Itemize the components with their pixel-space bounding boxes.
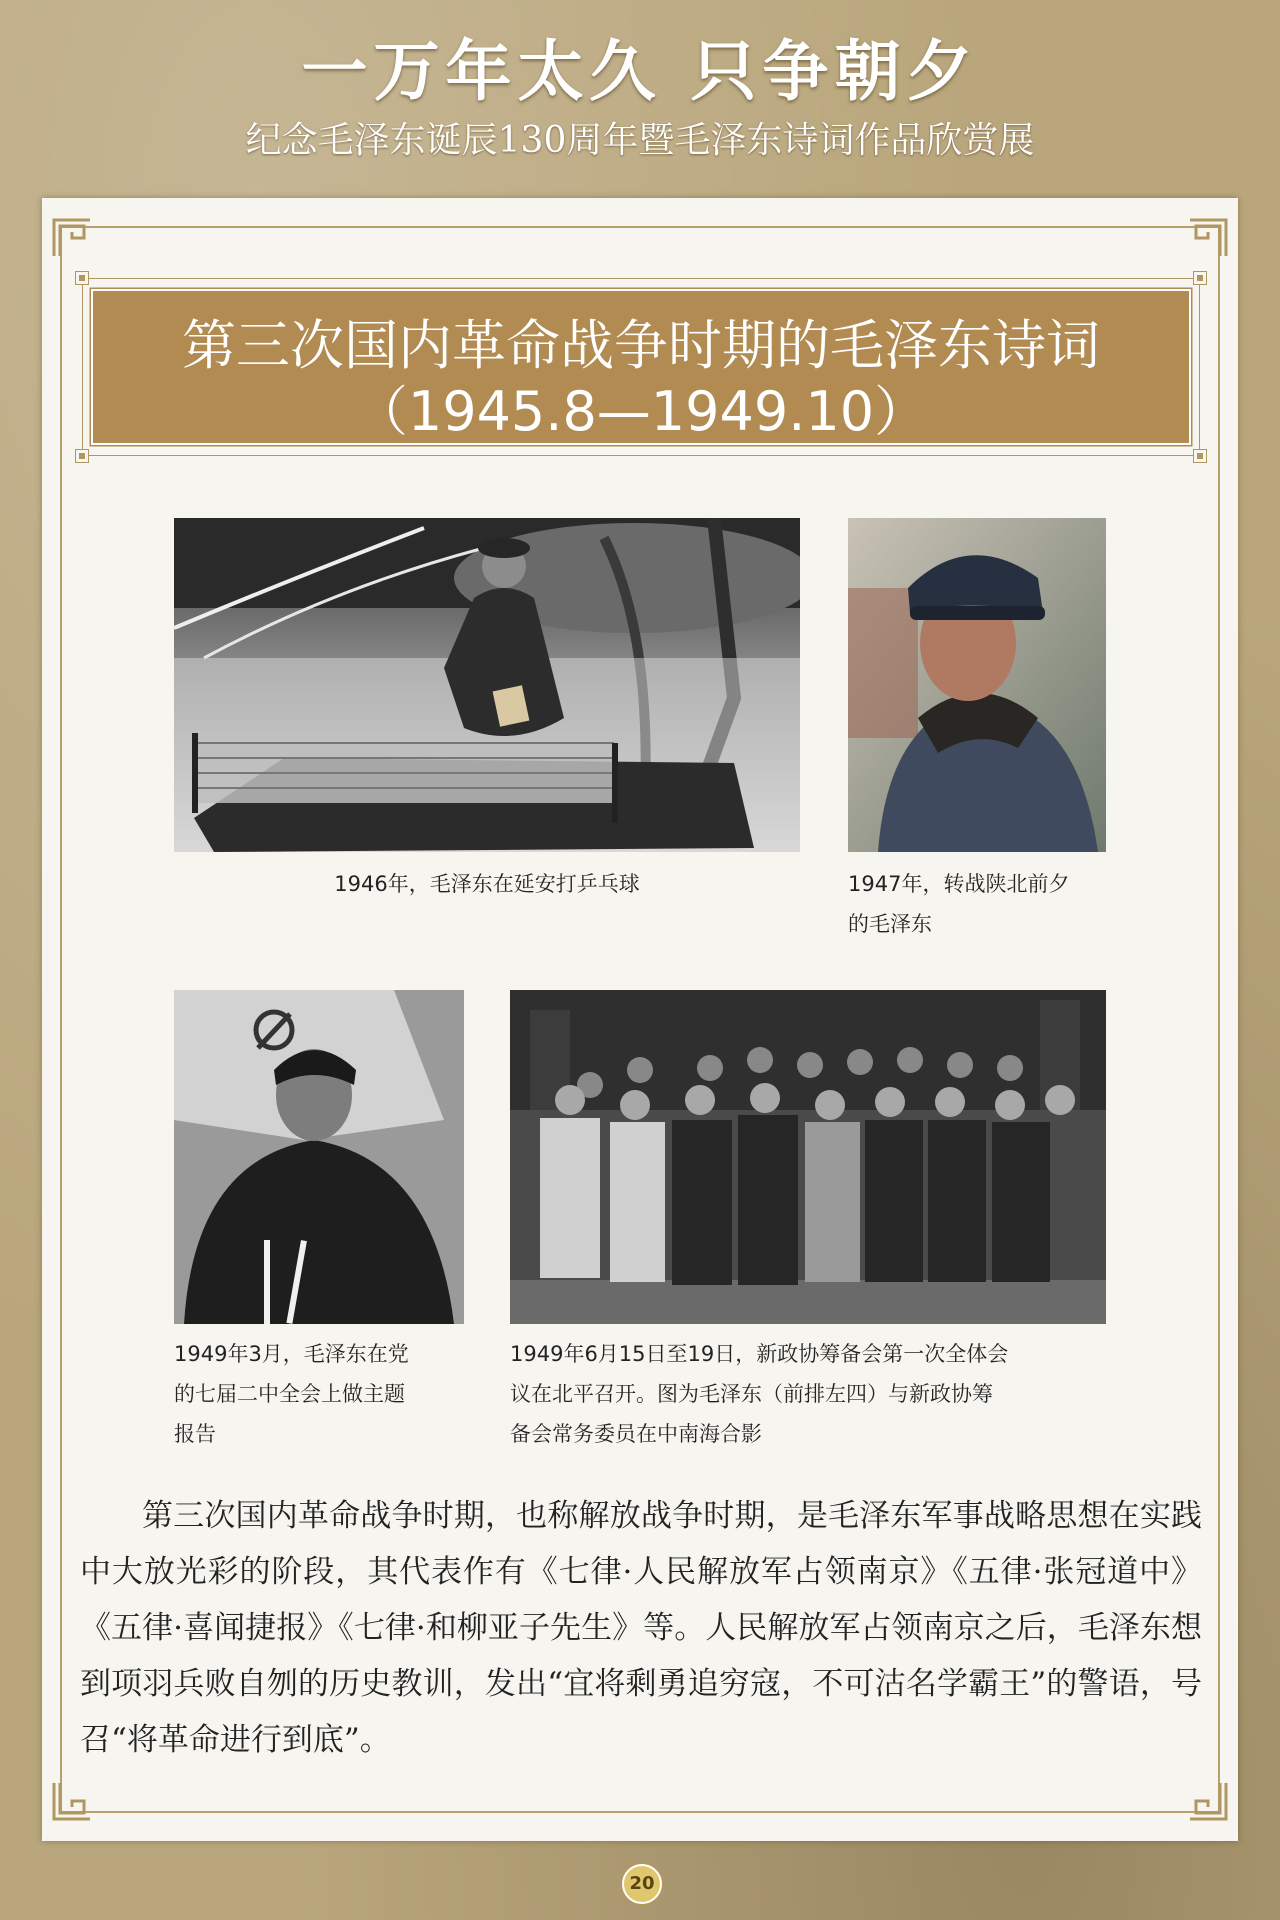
caption-line: 备会常务委员在中南海合影: [510, 1422, 762, 1446]
fret-corner-icon: [52, 1781, 92, 1821]
photo-speech-1949: [174, 990, 464, 1324]
fret-corner-icon: [1188, 218, 1228, 258]
page-number: 20: [622, 1864, 662, 1904]
section-title-banner: [91, 289, 1191, 445]
caption-line: 报告: [174, 1422, 216, 1446]
section-title-frame: [82, 278, 1200, 456]
caption-line: 的毛泽东: [848, 912, 932, 936]
caption-line: 1949年6月15日至19日，新政协筹备会第一次全体会: [510, 1342, 1009, 1366]
photo-caption: [848, 864, 1148, 944]
caption-line: 1949年3月，毛泽东在党: [174, 1342, 409, 1366]
photo-portrait-1947: [848, 518, 1106, 852]
caption-line: 的七届二中全会上做主题: [174, 1382, 405, 1406]
photo-caption: [174, 1334, 474, 1454]
content-panel: [42, 198, 1238, 1841]
page-header: [0, 0, 1280, 190]
frame-ornament: [75, 271, 89, 285]
fret-corner-icon: [1188, 1781, 1228, 1821]
frame-ornament: [75, 449, 89, 463]
frame-ornament: [1193, 449, 1207, 463]
caption-line: 议在北平召开。图为毛泽东（前排左四）与新政协筹: [510, 1382, 993, 1406]
exhibition-subtitle: 纪念毛泽东诞辰130周年暨毛泽东诗词作品欣赏展: [245, 120, 1035, 161]
section-title: 第三次国内革命战争时期的毛泽东诗词: [182, 314, 1100, 377]
photo-table-tennis: [174, 518, 800, 852]
photo-caption: [510, 1334, 1130, 1454]
body-paragraph: 第三次国内革命战争时期，也称解放战争时期，是毛泽东军事战略思想在实践中大放光彩的阶段，其代表作有《七律·人民解放军占领南京》《五律·张冠道中》《五律·喜闻捷报》《七律·和柳亚子先生》等。人民解放军占领南京之后，毛泽东想到项羽兵败自刎的历史教训，发出“宜将剩勇追穷寇，不可沽名学霸王”的警语，号召“将革命进行到底”。: [80, 1498, 1202, 1758]
fret-corner-icon: [52, 218, 92, 258]
photo-group-1949: [510, 990, 1106, 1324]
photo-caption: [174, 864, 800, 904]
caption-line: 1947年，转战陕北前夕: [848, 872, 1070, 896]
caption-line: 1946年，毛泽东在延安打乒乓球: [334, 872, 640, 896]
section-period: （1945.8—1949.10）: [353, 380, 929, 443]
frame-ornament: [1193, 271, 1207, 285]
exhibition-title: 一万年太久 只争朝夕: [301, 32, 979, 110]
